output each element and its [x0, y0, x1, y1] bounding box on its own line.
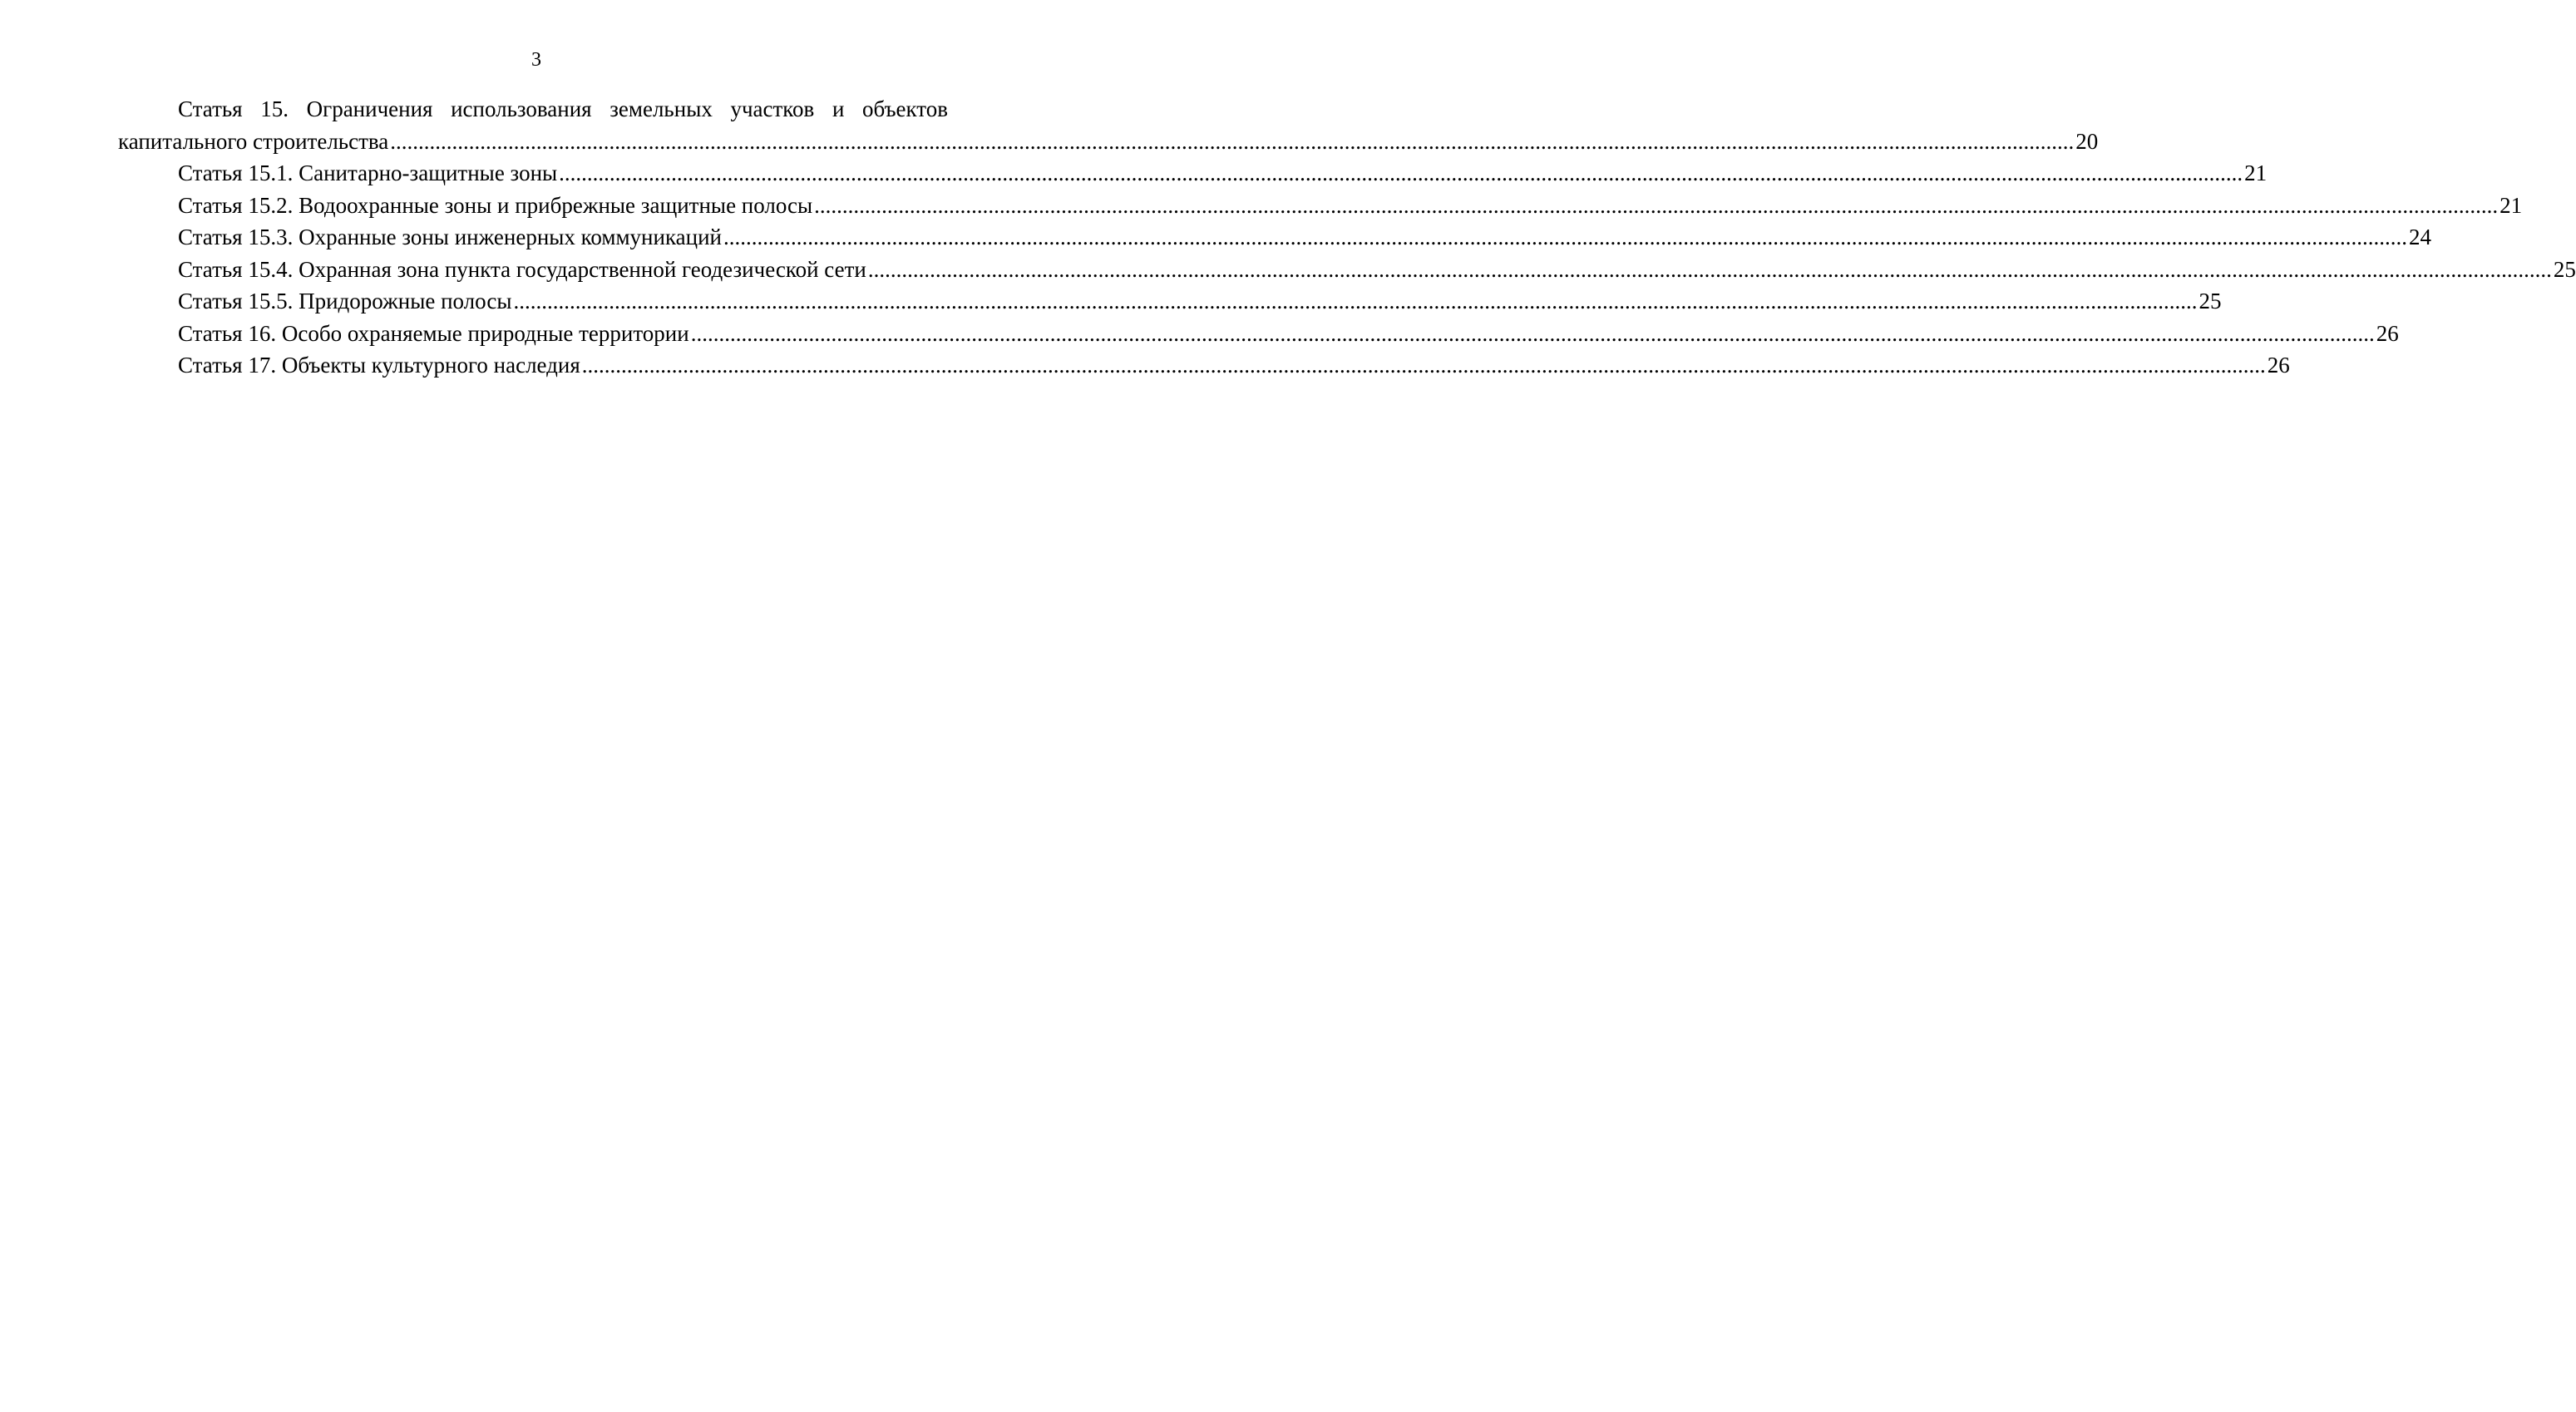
dot-leader: ............................................................................................................................................................................................................................................................................................................ [559, 160, 2243, 185]
toc-entry-title: Статья 15.3. Охранные зоны инженерных коммуникаций [178, 225, 722, 249]
toc-entry-title: Статья 15.2. Водоохранные зоны и прибрежные защитные полосы [178, 192, 813, 218]
toc-entry-article-15-4[interactable] [118, 254, 2576, 286]
toc-entry-title: Статья 17. Объекты культурного наследия [178, 353, 580, 378]
toc-page-ref: 25 [2553, 256, 2576, 282]
toc-entry-article-16[interactable] [118, 318, 2399, 350]
toc-entry-title: Статья 15.5. Придорожные полосы [178, 289, 512, 314]
toc-entry-title: Статья 15.4. Охранная зона пункта государственной геодезической сети [178, 256, 866, 282]
toc-entry-article-15-5[interactable] [118, 285, 2222, 318]
dot-leader: ............................................................................................................................................................................................................................................................................................................ [581, 353, 2266, 378]
dot-leader: ............................................................................................................................................................................................................................................................................................................ [513, 289, 2198, 314]
toc-page-ref: 25 [2198, 289, 2222, 314]
toc-entry-title-line2-row [118, 126, 2099, 158]
page-number: 3 [531, 49, 541, 71]
toc-entry-article-15-2[interactable] [118, 190, 2523, 222]
toc-page-ref: 21 [2244, 160, 2268, 185]
toc-entry-title: Статья 16. Особо охраняемые природные территории [178, 320, 689, 346]
dot-leader: ............................................................................................................................................................................................................................................................................................................ [390, 128, 2075, 154]
toc-page-ref: 21 [2500, 192, 2523, 218]
toc-entry-article-15-3[interactable] [118, 221, 2431, 254]
toc-page-ref: 26 [2267, 353, 2290, 378]
table-of-contents [118, 93, 2576, 382]
toc-page-ref: 24 [2409, 225, 2431, 249]
toc-entry-title-line2: капитального строительства [118, 128, 389, 154]
toc-entry-title: Статья 15.1. Санитарно-защитные зоны [178, 160, 558, 185]
toc-entry-article-15-1[interactable] [118, 157, 2268, 190]
toc-entry-article-17[interactable] [118, 349, 2290, 382]
dot-leader: ............................................................................................................................................................................................................................................................................................................ [867, 256, 2552, 282]
dot-leader: ............................................................................................................................................................................................................................................................................................................ [814, 192, 2499, 218]
dot-leader: ............................................................................................................................................................................................................................................................................................................ [723, 225, 2407, 249]
toc-entry-title-line1: Статья 15. Ограничения использования земельных участков и объектов [178, 96, 948, 121]
toc-page-ref: 26 [2376, 320, 2399, 346]
dot-leader: ............................................................................................................................................................................................................................................................................................................ [690, 320, 2375, 346]
toc-page-ref: 20 [2075, 128, 2099, 154]
toc-entry-article-15[interactable] [118, 93, 2099, 157]
